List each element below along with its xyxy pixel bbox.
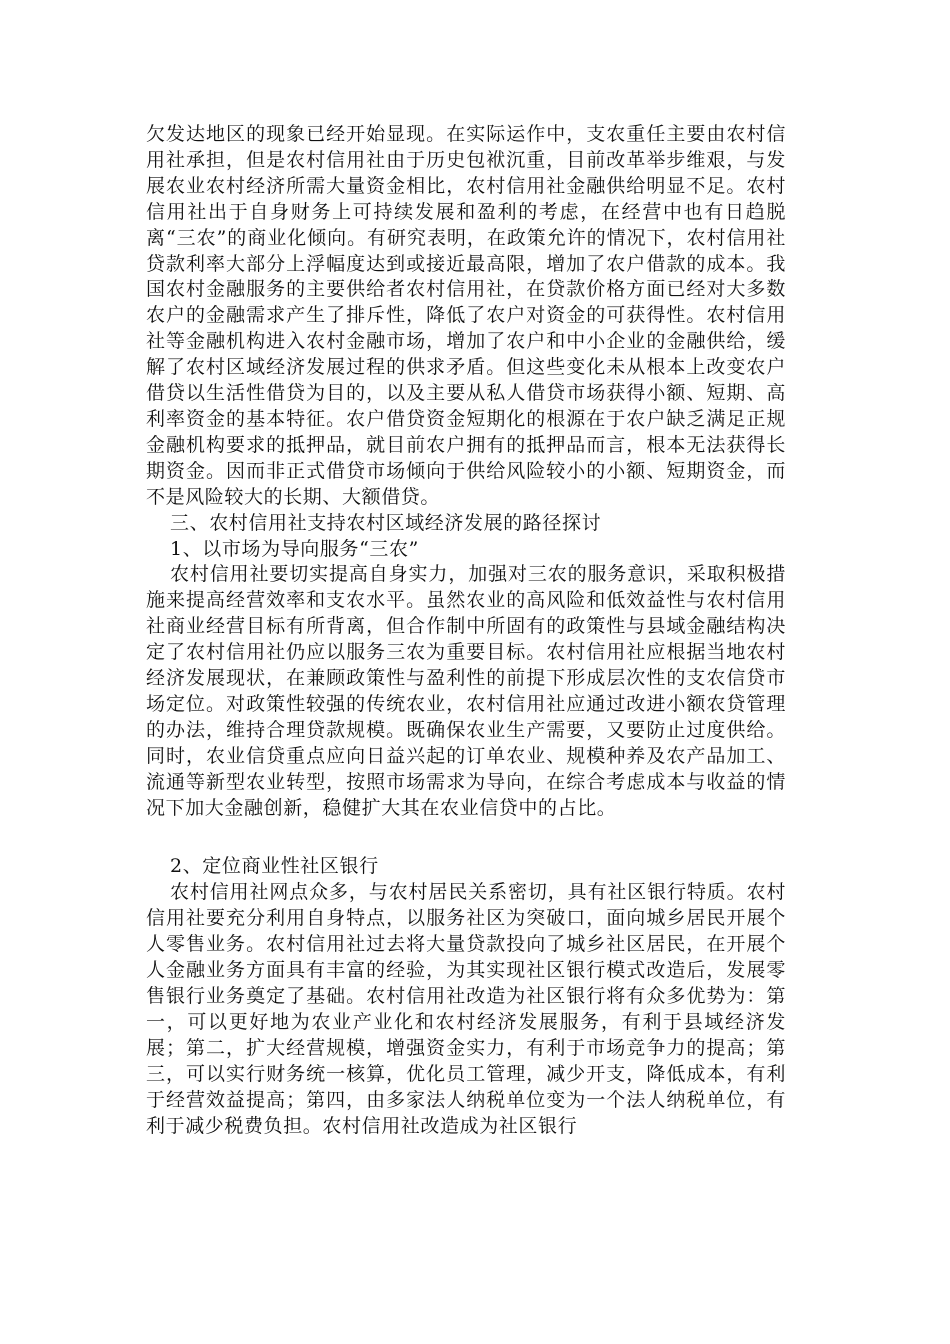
body-paragraph: 农村信用社网点众多，与农村居民关系密切，具有社区银行特质。农村信用社要充分利用自身特点，以服务社区为突破口，面向城乡居民开展个人零售业务。农村信用社过去将大量贷款投向了城乡社区居民，在开展个人金融业务方面具有丰富的经验，为其实现社区银行模式改造后，发展零售银行业务奠定了基础。农村信用社改造为社区银行将有众多优势为：第一，可以更好地为农业产业化和农村经济发展服务，有利于县域经济发展；第二，扩大经营规模，增强资金实力，有利于市场竞争力的提高；第三，可以实行财务统一核算，优化员工管理，减少开支，降低成本，有利于经营效益提高；第四，由多家法人纳税单位变为一个法人纳税单位，有利于减少税费负担。农村信用社改造成为社区银行 [146, 881, 786, 1137]
body-paragraph: 欠发达地区的现象已经开始显现。在实际运作中，支农重任主要由农村信用社承担，但是农村信用社由于历史包袱沉重，目前改革举步维艰，与发展农业农村经济所需大量资金相比，农村信用社金融供给明显不足。农村信用社出于自身财务上可持续发展和盈利的考虑，在经营中也有日趋脱离“三农”的商业化倾向。有研究表明，在政策允许的情况下，农村信用社贷款利率大部分上浮幅度达到或接近最高限，增加了农户借款的成本。我国农村金融服务的主要供给者农村信用社，在贷款价格方面已经对大多数农户的金融需求产生了排斥性，降低了农户对资金的可获得性。农村信用社等金融机构进入农村金融市场，增加了农户和中小企业的金融供给，缓解了农村区域经济发展过程的供求矛盾。但这些变化未从根本上改变农户借贷以生活性借贷为目的，以及主要从私人借贷市场获得小额、短期、高利率资金的基本特征。农户借贷资金短期化的根源在于农户缺乏满足正规金融机构要求的抵押品，就目前农户拥有的抵押品而言，根本无法获得长期资金。因而非正式借贷市场倾向于供给风险较小的小额、短期资金，而不是风险较大的长期、大额借贷。 [146, 123, 786, 508]
paragraph-gap [146, 821, 786, 854]
document-body [146, 122, 786, 1139]
subsection-heading: 1、以市场为导向服务“三农” [170, 537, 419, 560]
body-paragraph: 农村信用社要切实提高自身实力，加强对三农的服务意识，采取积极措施来提高经营效率和支农水平。虽然农业的高风险和低效益性与农村信用社商业经营目标有所背离，但合作制中所固有的政策性与县域金融结构决定了农村信用社仍应以服务三农为重要目标。农村信用社应根据当地农村经济发展现状，在兼顾政策性与盈利性的前提下形成层次性的支农信贷市场定位。对政策性较强的传统农业，农村信用社应通过改进小额农贷管理的办法，维持合理贷款规模。既确保农业生产需要，又要防止过度供给。同时，农业信贷重点应向日益兴起的订单农业、规模种养及农产品加工、流通等新型农业转型，按照市场需求为导向，在综合考虑成本与收益的情况下加大金融创新，稳健扩大其在农业信贷中的占比。 [146, 563, 786, 819]
section-heading: 三、农村信用社支持农村区域经济发展的路径探讨 [170, 511, 602, 534]
subsection-heading: 2、定位商业性社区银行 [170, 855, 379, 878]
